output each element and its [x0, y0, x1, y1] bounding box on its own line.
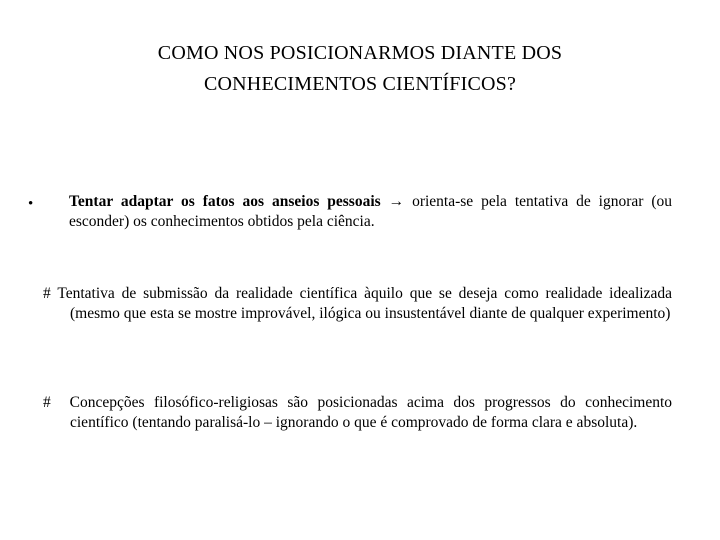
arrow-symbol: → — [388, 193, 405, 210]
hash-marker: # — [43, 285, 51, 302]
paragraph-text: Tentativa de submissão da realidade científica àquilo que se deseja como realidade idealizada (mesmo que esta se mostre improvável, ilógica ou insustentável diante de qualquer experimento) — [57, 285, 672, 322]
title-line-2: CONHECIMENTOS CIENTÍFICOS? — [203, 73, 517, 95]
bullet-marker: • — [28, 196, 34, 212]
slide-title — [60, 38, 660, 100]
paragraph-concepcoes — [43, 393, 672, 433]
bullet-rest-text: orienta-se pela tentativa de ignorar (ou esconder) os conhecimentos obtidos pela ciência. — [69, 193, 673, 230]
bullet-paragraph — [69, 192, 672, 232]
hash-marker: # — [43, 394, 51, 411]
title-line-1: COMO NOS POSICIONARMOS DIANTE DOS — [157, 42, 563, 64]
bullet-bold-text: Tentar adaptar os fatos aos anseios pessoais — [69, 193, 381, 210]
paragraph-text: Concepções filosófico-religiosas são posicionadas acima dos progressos do conhecimento científico (tentando paralisá-lo – ignorando o que é comprovado de forma clara e absoluta). — [69, 394, 673, 431]
paragraph-submissao — [43, 284, 672, 324]
